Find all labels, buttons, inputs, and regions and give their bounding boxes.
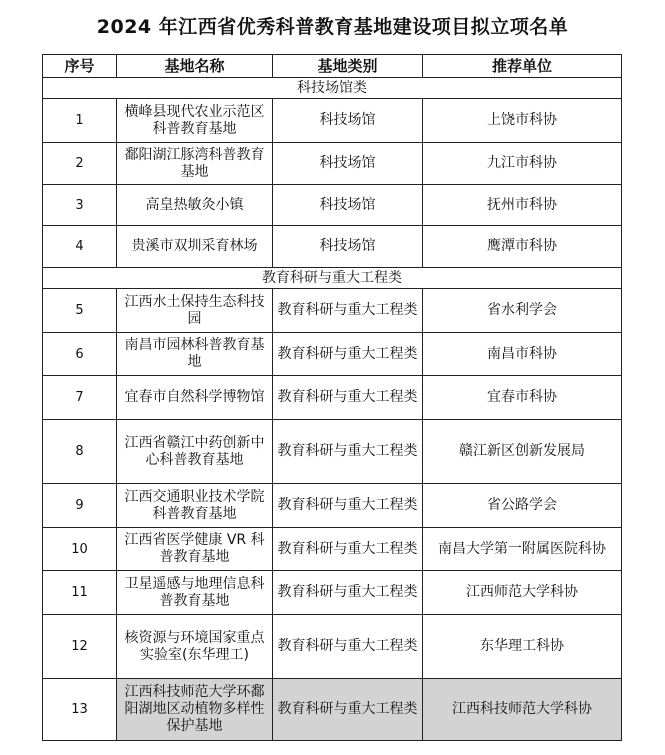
cell-name: 江西水土保持生态科技园 bbox=[117, 289, 273, 333]
table-row bbox=[43, 528, 622, 571]
cell-unit: 鹰潭市科协 bbox=[423, 226, 622, 268]
cell-name: 江西交通职业技术学院科普教育基地 bbox=[117, 484, 273, 528]
cell-name: 贵溪市双圳采育林场 bbox=[117, 226, 273, 268]
table-row bbox=[43, 571, 622, 615]
cell-seq: 6 bbox=[43, 333, 117, 376]
table-header-row bbox=[43, 55, 622, 78]
cell-unit: 宜春市科协 bbox=[423, 376, 622, 420]
project-table bbox=[42, 54, 622, 741]
cell-name: 江西省赣江中药创新中心科普教育基地 bbox=[117, 420, 273, 484]
cell-seq: 5 bbox=[43, 289, 117, 333]
cell-type: 教育科研与重大工程类 bbox=[273, 679, 423, 741]
cell-type: 科技场馆 bbox=[273, 99, 423, 143]
cell-name: 宜春市自然科学博物馆 bbox=[117, 376, 273, 420]
cell-seq: 2 bbox=[43, 143, 117, 185]
cell-seq: 3 bbox=[43, 185, 117, 226]
cell-unit: 上饶市科协 bbox=[423, 99, 622, 143]
cell-name: 卫星遥感与地理信息科普教育基地 bbox=[117, 571, 273, 615]
table-row bbox=[43, 226, 622, 268]
cell-seq: 7 bbox=[43, 376, 117, 420]
cell-unit: 九江市科协 bbox=[423, 143, 622, 185]
cell-unit: 省水利学会 bbox=[423, 289, 622, 333]
header-unit: 推荐单位 bbox=[423, 55, 622, 78]
cell-type: 教育科研与重大工程类 bbox=[273, 484, 423, 528]
cell-name: 核资源与环境国家重点实验室(东华理工) bbox=[117, 615, 273, 679]
table-row-highlighted bbox=[43, 679, 622, 741]
header-type: 基地类别 bbox=[273, 55, 423, 78]
header-seq: 序号 bbox=[43, 55, 117, 78]
category-label: 教育科研与重大工程类 bbox=[43, 268, 622, 289]
table-row bbox=[43, 289, 622, 333]
table-row bbox=[43, 99, 622, 143]
cell-seq: 11 bbox=[43, 571, 117, 615]
cell-unit: 东华理工科协 bbox=[423, 615, 622, 679]
cell-type: 教育科研与重大工程类 bbox=[273, 333, 423, 376]
table-row bbox=[43, 615, 622, 679]
cell-unit: 省公路学会 bbox=[423, 484, 622, 528]
cell-seq: 13 bbox=[43, 679, 117, 741]
table-row bbox=[43, 143, 622, 185]
cell-type: 教育科研与重大工程类 bbox=[273, 289, 423, 333]
cell-type: 教育科研与重大工程类 bbox=[273, 376, 423, 420]
cell-name: 鄱阳湖江豚湾科普教育基地 bbox=[117, 143, 273, 185]
cell-unit: 南昌市科协 bbox=[423, 333, 622, 376]
table-row bbox=[43, 333, 622, 376]
table-row bbox=[43, 420, 622, 484]
cell-name: 江西省医学健康 VR 科普教育基地 bbox=[117, 528, 273, 571]
table-row bbox=[43, 484, 622, 528]
page-title: 2024 年江西省优秀科普教育基地建设项目拟立项名单 bbox=[96, 16, 569, 38]
cell-name: 高皇热敏灸小镇 bbox=[117, 185, 273, 226]
cell-unit: 江西师范大学科协 bbox=[423, 571, 622, 615]
cell-unit: 南昌大学第一附属医院科协 bbox=[423, 528, 622, 571]
cell-name: 横峰县现代农业示范区科普教育基地 bbox=[117, 99, 273, 143]
cell-type: 科技场馆 bbox=[273, 185, 423, 226]
cell-name: 江西科技师范大学环鄱阳湖地区动植物多样性保护基地 bbox=[117, 679, 273, 741]
category-label: 科技场馆类 bbox=[43, 78, 622, 99]
cell-type: 教育科研与重大工程类 bbox=[273, 571, 423, 615]
cell-seq: 9 bbox=[43, 484, 117, 528]
header-name: 基地名称 bbox=[117, 55, 273, 78]
cell-type: 科技场馆 bbox=[273, 143, 423, 185]
cell-type: 教育科研与重大工程类 bbox=[273, 420, 423, 484]
cell-type: 科技场馆 bbox=[273, 226, 423, 268]
cell-name: 南昌市园林科普教育基地 bbox=[117, 333, 273, 376]
cell-unit: 江西科技师范大学科协 bbox=[423, 679, 622, 741]
cell-unit: 赣江新区创新发展局 bbox=[423, 420, 622, 484]
cell-type: 教育科研与重大工程类 bbox=[273, 615, 423, 679]
cell-unit: 抚州市科协 bbox=[423, 185, 622, 226]
cell-seq: 8 bbox=[43, 420, 117, 484]
category-row bbox=[43, 78, 622, 99]
table-row bbox=[43, 185, 622, 226]
cell-seq: 4 bbox=[43, 226, 117, 268]
cell-seq: 1 bbox=[43, 99, 117, 143]
category-row bbox=[43, 268, 622, 289]
cell-type: 教育科研与重大工程类 bbox=[273, 528, 423, 571]
table-row bbox=[43, 376, 622, 420]
cell-seq: 12 bbox=[43, 615, 117, 679]
cell-seq: 10 bbox=[43, 528, 117, 571]
